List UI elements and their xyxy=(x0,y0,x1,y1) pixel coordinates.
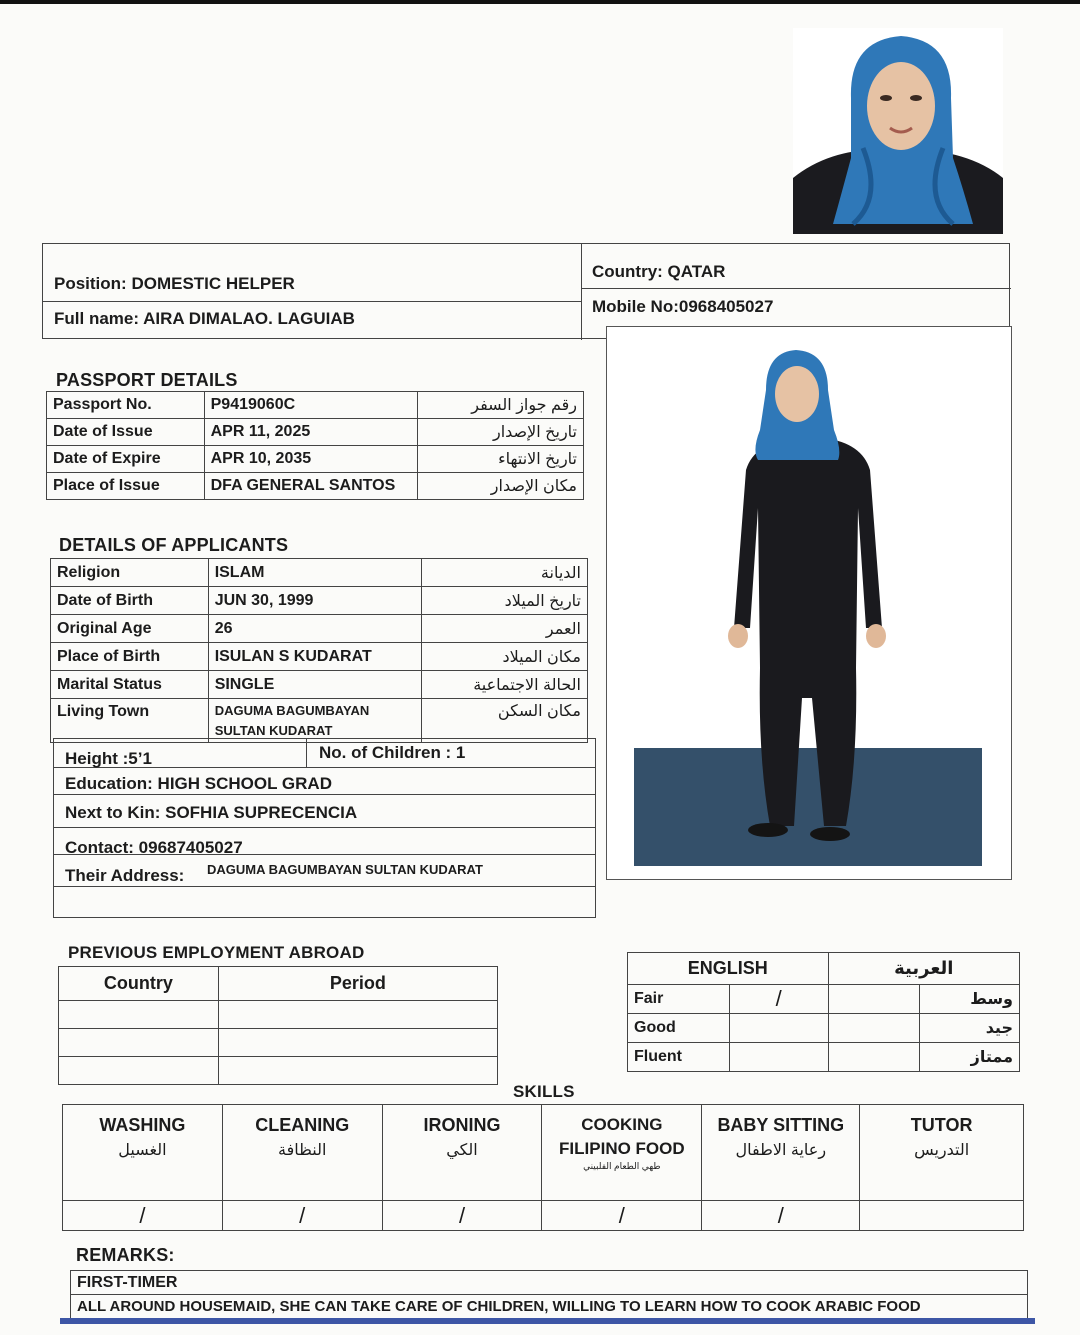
passport-arabic-label: رقم جواز السفر xyxy=(418,392,584,419)
passport-row xyxy=(47,446,584,473)
applicant-value: ISLAM xyxy=(208,559,422,587)
skill-arabic: النظافة xyxy=(278,1142,327,1159)
language-level-label: Fair xyxy=(628,985,730,1014)
skills-label-row xyxy=(63,1105,1024,1201)
headshot-photo xyxy=(793,28,1003,234)
applicant-row xyxy=(51,615,588,643)
skill-arabic: طهي الطعام الفلبيني xyxy=(583,1161,661,1171)
skill-ironing xyxy=(382,1105,542,1201)
skill-name: BABY SITTING xyxy=(717,1115,845,1135)
top-border xyxy=(0,0,1080,4)
applicant-value: JUN 30, 1999 xyxy=(208,587,422,615)
skill-mark: / xyxy=(702,1201,860,1231)
applicant-row xyxy=(51,587,588,615)
employment-row xyxy=(59,1057,498,1085)
skill-arabic: التدريس xyxy=(914,1142,970,1159)
skill-mark: / xyxy=(542,1201,702,1231)
employment-table xyxy=(58,966,498,1085)
skills-table xyxy=(62,1104,1024,1231)
address-value: DAGUMA BAGUMBAYAN SULTAN KUDARAT xyxy=(207,862,483,877)
english-level-mark xyxy=(729,1043,828,1072)
applicant-value: 26 xyxy=(208,615,422,643)
passport-label: Date of Issue xyxy=(47,419,205,446)
applicant-label: Marital Status xyxy=(51,671,209,699)
employment-country-header: Country xyxy=(59,967,219,1001)
skill-name: TUTOR xyxy=(910,1115,973,1135)
applicant-value: SINGLE xyxy=(208,671,422,699)
country-field: Country: QATAR xyxy=(592,262,726,281)
applicant-table xyxy=(50,558,588,743)
applicant-arabic-label: الديانة xyxy=(422,559,588,587)
passport-value: P9419060C xyxy=(204,392,418,419)
skills-title: SKILLS xyxy=(513,1082,575,1101)
applicant-value: ISULAN S KUDARAT xyxy=(208,643,422,671)
english-header: ENGLISH xyxy=(628,953,829,985)
passport-details-title: PASSPORT DETAILS xyxy=(56,370,238,390)
address-label: Their Address: xyxy=(65,866,185,885)
children-field: No. of Children : 1 xyxy=(319,743,466,762)
living-town-line2: SULTAN KUDARAT xyxy=(214,722,333,738)
skill-mark: / xyxy=(63,1201,223,1231)
passport-arabic-label: تاريخ الإصدار xyxy=(418,419,584,446)
applicant-arabic-label: العمر xyxy=(422,615,588,643)
applicant-arabic-label: تاريخ الميلاد xyxy=(422,587,588,615)
skill-name: WASHING xyxy=(99,1115,186,1135)
header-box xyxy=(42,243,1010,339)
applicant-row xyxy=(51,671,588,699)
applicant-row-living-town xyxy=(51,699,588,743)
language-level-label: Fluent xyxy=(628,1043,730,1072)
living-town-arabic: مكان السكن xyxy=(422,699,588,743)
skill-arabic: الغسيل xyxy=(118,1142,167,1159)
english-level-mark xyxy=(729,1014,828,1043)
employment-country-cell xyxy=(59,1001,219,1029)
passport-value: DFA GENERAL SANTOS xyxy=(204,473,418,500)
skill-name: CLEANING xyxy=(255,1115,350,1135)
arabic-level-label: جيد xyxy=(920,1014,1020,1043)
english-level-mark: / xyxy=(729,985,828,1014)
language-row xyxy=(628,1043,1020,1072)
arabic-level-label: ممتاز xyxy=(920,1043,1020,1072)
employment-row xyxy=(59,1001,498,1029)
living-town-label: Living Town xyxy=(51,699,209,743)
living-town-value xyxy=(208,699,422,743)
skill-washing xyxy=(63,1105,223,1201)
applicant-row xyxy=(51,559,588,587)
skill-name: IRONING xyxy=(423,1115,501,1135)
passport-arabic-label: مكان الإصدار xyxy=(418,473,584,500)
employment-header-row xyxy=(59,967,498,1001)
employment-period-cell xyxy=(218,1029,497,1057)
full-name-field: Full name: AIRA DIMALAO. LAGUIAB xyxy=(54,309,355,328)
arabic-level-mark xyxy=(828,985,920,1014)
remarks-box xyxy=(70,1270,1028,1320)
passport-row xyxy=(47,473,584,500)
language-row xyxy=(628,985,1020,1014)
skill-arabic: الكي xyxy=(446,1142,478,1159)
employment-country-cell xyxy=(59,1057,219,1085)
language-header-row xyxy=(628,953,1020,985)
skill-baby-sitting xyxy=(702,1105,860,1201)
passport-table xyxy=(46,391,584,500)
skill-name-line2: FILIPINO FOOD xyxy=(559,1139,685,1158)
education-field: Education: HIGH SCHOOL GRAD xyxy=(65,774,332,793)
arabic-header: العربية xyxy=(828,953,1020,985)
bottom-accent-line xyxy=(60,1318,1035,1324)
passport-row xyxy=(47,419,584,446)
full-body-photo xyxy=(634,338,982,866)
employment-period-cell xyxy=(218,1057,497,1085)
remarks-line2: ALL AROUND HOUSEMAID, SHE CAN TAKE CARE OF CHILDREN, WILLING TO LEARN HOW TO COOK ARABIC FOOD xyxy=(77,1298,921,1315)
language-table xyxy=(627,952,1020,1072)
skill-name: COOKING xyxy=(581,1115,663,1134)
applicant-arabic-label: مكان الميلاد xyxy=(422,643,588,671)
contact-field: Contact: 09687405027 xyxy=(65,838,243,857)
arabic-level-mark xyxy=(828,1043,920,1072)
remarks-line1: FIRST-TIMER xyxy=(77,1274,178,1291)
skill-mark: / xyxy=(222,1201,382,1231)
arabic-level-mark xyxy=(828,1014,920,1043)
skill-mark xyxy=(860,1201,1024,1231)
applicant-label: Religion xyxy=(51,559,209,587)
employment-title: PREVIOUS EMPLOYMENT ABROAD xyxy=(68,943,365,962)
applicant-arabic-label: الحالة الاجتماعية xyxy=(422,671,588,699)
passport-value: APR 11, 2025 xyxy=(204,419,418,446)
applicant-label: Date of Birth xyxy=(51,587,209,615)
employment-period-header: Period xyxy=(218,967,497,1001)
applicant-row xyxy=(51,643,588,671)
remarks-title: REMARKS: xyxy=(76,1245,175,1265)
passport-row xyxy=(47,392,584,419)
passport-label: Date of Expire xyxy=(47,446,205,473)
skill-mark: / xyxy=(382,1201,542,1231)
position-field: Position: DOMESTIC HELPER xyxy=(54,274,295,293)
applicant-details-title: DETAILS OF APPLICANTS xyxy=(59,535,289,555)
passport-label: Place of Issue xyxy=(47,473,205,500)
employment-country-cell xyxy=(59,1029,219,1057)
employment-period-cell xyxy=(218,1001,497,1029)
passport-arabic-label: تاريخ الانتهاء xyxy=(418,446,584,473)
skill-cleaning xyxy=(222,1105,382,1201)
applicant-label: Place of Birth xyxy=(51,643,209,671)
passport-label: Passport No. xyxy=(47,392,205,419)
language-row xyxy=(628,1014,1020,1043)
applicant-label: Original Age xyxy=(51,615,209,643)
height-field: Height :5’1 xyxy=(65,749,152,768)
living-town-line1: DAGUMA BAGUMBAYAN xyxy=(214,702,370,718)
applicant-extra-box xyxy=(53,738,596,918)
passport-value: APR 10, 2035 xyxy=(204,446,418,473)
skill-cooking xyxy=(542,1105,702,1201)
skill-tutor xyxy=(860,1105,1024,1201)
skills-mark-row xyxy=(63,1201,1024,1231)
arabic-level-label: وسط xyxy=(920,985,1020,1014)
employment-row xyxy=(59,1029,498,1057)
language-level-label: Good xyxy=(628,1014,730,1043)
next-of-kin-field: Next to Kin: SOFHIA SUPRECENCIA xyxy=(65,803,358,822)
skill-arabic: رعاية الاطفال xyxy=(735,1142,827,1159)
mobile-field: Mobile No:0968405027 xyxy=(592,297,774,316)
